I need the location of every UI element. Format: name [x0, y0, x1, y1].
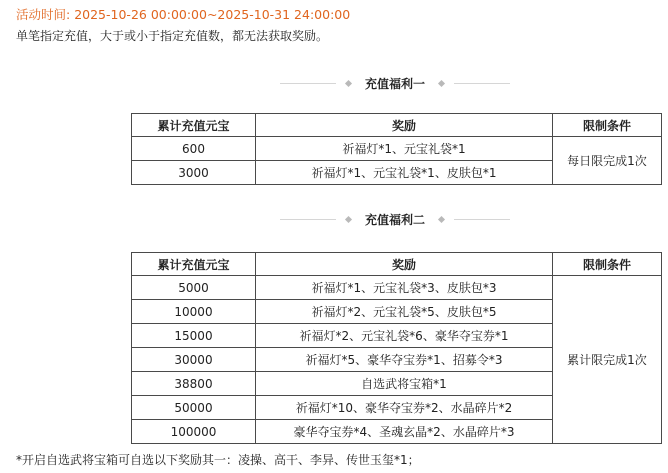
section2-table [131, 252, 662, 444]
amount-cell: 100000 [132, 420, 256, 444]
table-header-row [132, 114, 662, 137]
divider-right [454, 219, 510, 220]
col-header-limit: 限制条件 [553, 253, 662, 276]
section1-heading [0, 75, 668, 92]
reward-cell: 祈福灯*5、豪华夺宝券*1、招募令*3 [256, 348, 553, 372]
divider-right [454, 83, 510, 84]
activity-time-label: 活动时间: [16, 7, 71, 22]
col-header-limit: 限制条件 [553, 114, 662, 137]
footnote: *开启自选武将宝箱可自选以下奖励其一：凌操、高干、李异、传世玉玺*1； [16, 453, 420, 467]
col-header-amount: 累计充值元宝 [132, 253, 256, 276]
section2-heading [0, 211, 668, 228]
diamond-icon [345, 216, 352, 223]
table-row [132, 276, 662, 300]
activity-time-value: 2025-10-26 00:00:00~2025-10-31 24:00:00 [74, 7, 351, 22]
limit-cell: 每日限完成1次 [553, 137, 662, 185]
reward-cell: 自选武将宝箱*1 [256, 372, 553, 396]
divider-left [280, 83, 336, 84]
reward-cell: 祈福灯*1、元宝礼袋*1 [256, 137, 553, 161]
amount-cell: 10000 [132, 300, 256, 324]
amount-cell: 50000 [132, 396, 256, 420]
amount-cell: 30000 [132, 348, 256, 372]
table-header-row [132, 253, 662, 276]
diamond-icon [438, 216, 445, 223]
activity-time [16, 5, 350, 23]
limit-cell: 累计限完成1次 [553, 276, 662, 444]
reward-cell: 祈福灯*10、豪华夺宝券*2、水晶碎片*2 [256, 396, 553, 420]
diamond-icon [438, 80, 445, 87]
reward-cell: 祈福灯*2、元宝礼袋*5、皮肤包*5 [256, 300, 553, 324]
reward-cell: 祈福灯*2、元宝礼袋*6、豪华夺宝券*1 [256, 324, 553, 348]
col-header-reward: 奖励 [256, 253, 553, 276]
amount-cell: 5000 [132, 276, 256, 300]
reward-cell: 祈福灯*1、元宝礼袋*1、皮肤包*1 [256, 161, 553, 185]
col-header-reward: 奖励 [256, 114, 553, 137]
diamond-icon [345, 80, 352, 87]
col-header-amount: 累计充值元宝 [132, 114, 256, 137]
section1-table [131, 113, 662, 185]
amount-cell: 3000 [132, 161, 256, 185]
section1-title: 充值福利一 [364, 77, 425, 91]
amount-cell: 15000 [132, 324, 256, 348]
table-row [132, 137, 662, 161]
section2-title: 充值福利二 [364, 213, 425, 227]
reward-cell: 豪华夺宝券*4、圣魂玄晶*2、水晶碎片*3 [256, 420, 553, 444]
amount-cell: 600 [132, 137, 256, 161]
reward-cell: 祈福灯*1、元宝礼袋*3、皮肤包*3 [256, 276, 553, 300]
amount-cell: 38800 [132, 372, 256, 396]
divider-left [280, 219, 336, 220]
rule-text: 单笔指定充值，大于或小于指定充值数，都无法获取奖励。 [16, 29, 329, 43]
